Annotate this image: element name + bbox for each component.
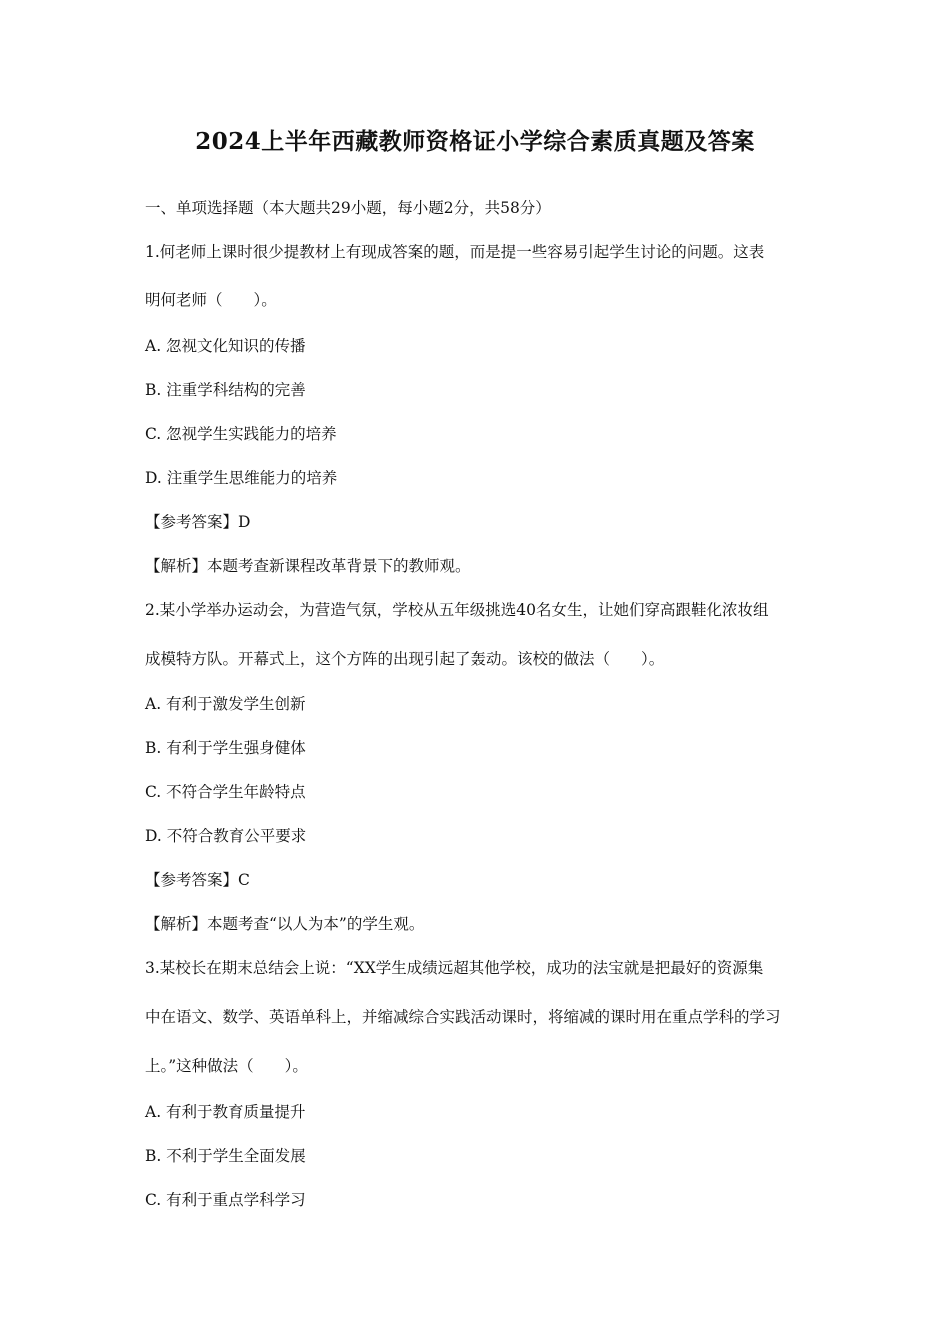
question-3-option-b: B. 不利于学生全面发展 — [145, 1147, 306, 1165]
question-2-option-a: A. 有利于激发学生创新 — [145, 695, 306, 713]
question-2-analysis: 【解析】本题考查“以人为本”的学生观。 — [145, 915, 425, 933]
question-1-answer: 【参考答案】D — [145, 513, 251, 531]
question-1-option-d: D. 注重学生思维能力的培养 — [145, 469, 338, 487]
question-1-stem-line-1: 1.何老师上课时很少提教材上有现成答案的题，而是提一些容易引起学生讨论的问题。这表 — [145, 243, 765, 261]
question-2-option-b: B. 有利于学生强身健体 — [145, 739, 306, 757]
question-1-option-c: C. 忽视学生实践能力的培养 — [145, 425, 337, 443]
question-3-option-c: C. 有利于重点学科学习 — [145, 1191, 306, 1209]
question-2-stem-line-2: 成模特方队。开幕式上，这个方阵的出现引起了轰动。该校的做法（ ）。 — [145, 650, 665, 668]
question-1-option-a: A. 忽视文化知识的传播 — [145, 337, 306, 355]
question-3-stem-line-3: 上。”这种做法（ ）。 — [145, 1057, 308, 1075]
question-3-option-a: A. 有利于教育质量提升 — [145, 1103, 306, 1121]
question-1-stem-line-2: 明何老师（ ）。 — [145, 291, 277, 309]
question-2-option-c: C. 不符合学生年龄特点 — [145, 783, 306, 801]
question-1-option-b: B. 注重学科结构的完善 — [145, 381, 306, 399]
section-heading: 一、单项选择题（本大题共29小题，每小题2分，共58分） — [145, 199, 551, 217]
question-3-stem-line-2: 中在语文、数学、英语单科上，并缩减综合实践活动课时，将缩减的课时用在重点学科的学习 — [145, 1008, 781, 1026]
question-3-stem-line-1: 3.某校长在期末总结会上说：“XX学生成绩远超其他学校，成功的法宝就是把最好的资源集 — [145, 959, 764, 977]
question-2-answer: 【参考答案】C — [145, 871, 250, 889]
question-1-analysis: 【解析】本题考查新课程改革背景下的教师观。 — [145, 557, 471, 575]
question-2-option-d: D. 不符合教育公平要求 — [145, 827, 307, 845]
question-2-stem-line-1: 2.某小学举办运动会，为营造气氛，学校从五年级挑选40名女生，让她们穿高跟鞋化浓妆组 — [145, 601, 769, 619]
document-title: 2024上半年西藏教师资格证小学综合素质真题及答案 — [195, 128, 755, 155]
